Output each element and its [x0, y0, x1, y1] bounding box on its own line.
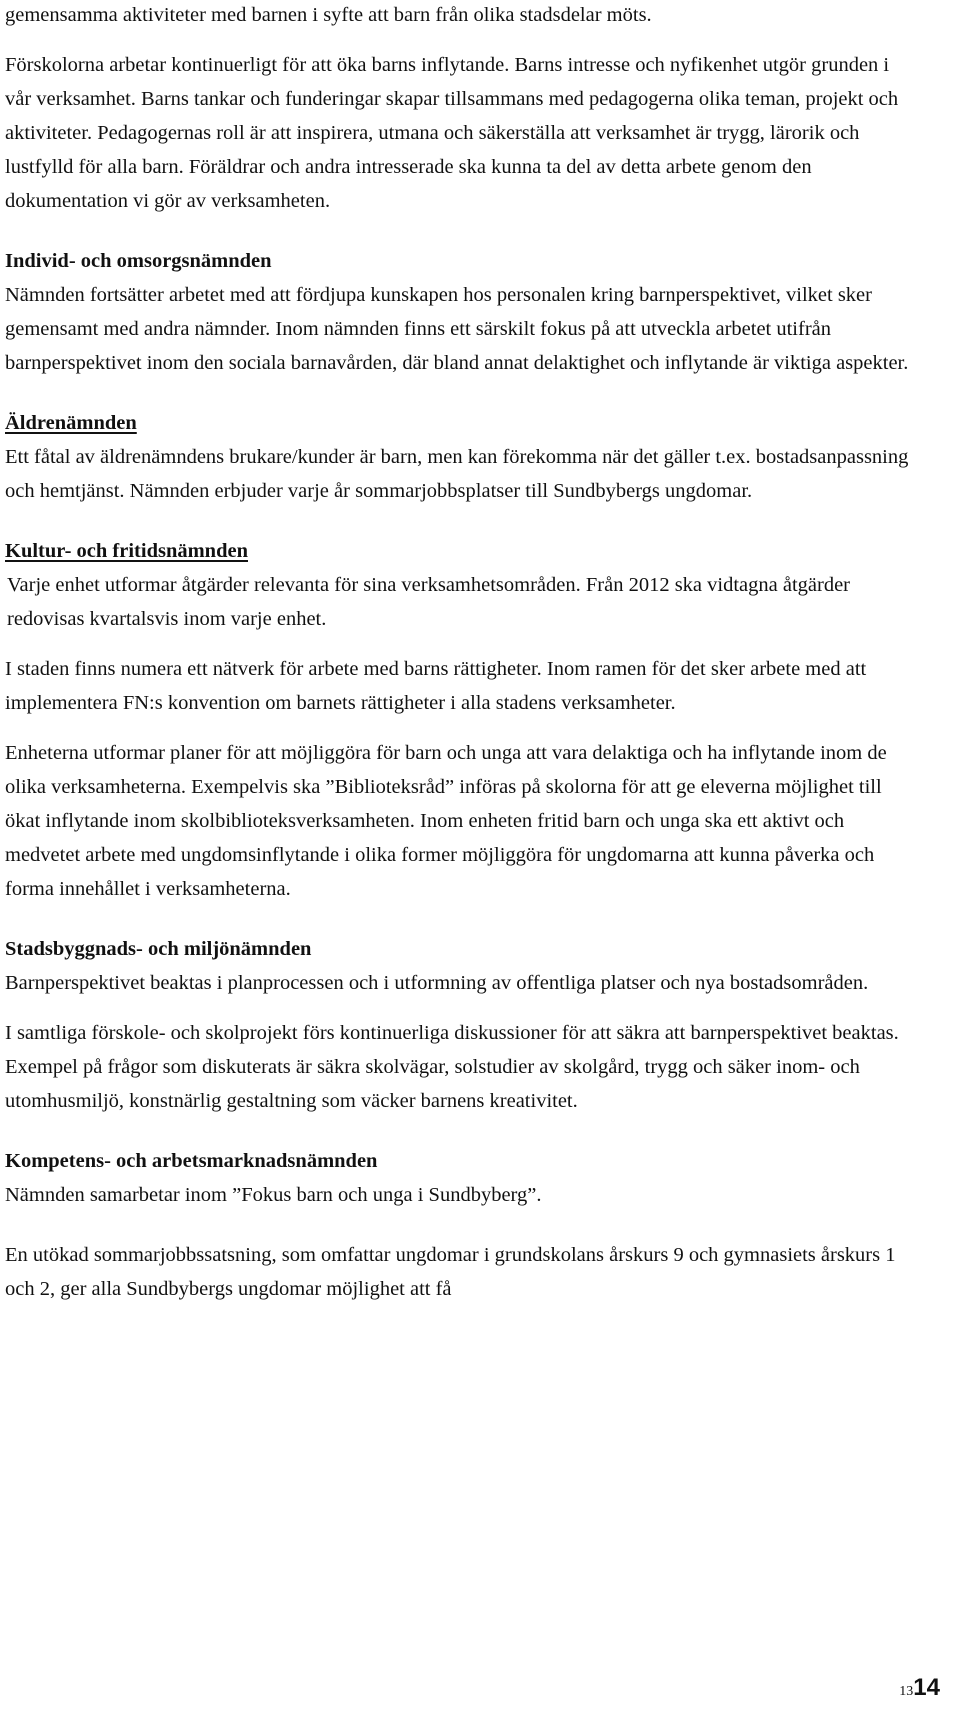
kompetens-body-2: En utökad sommarjobbssatsning, som omfattar ungdomar i grundskolans årskurs 9 och gymnasiets årskurs 1 och 2, ger alla Sundbybergs ungdomar möjlighet att få [5, 1244, 896, 1300]
intro-line: gemensamma aktiviteter med barnen i syfte att barn från olika stadsdelar möts. [5, 4, 652, 26]
page-number-small: 13 [899, 1684, 914, 1699]
stadsbyggnad-body-2: I samtliga förskole- och skolprojekt förs kontinuerliga diskussioner för att säkra att barnperspektivet beaktas. Exempel på frågor som diskuterats är säkra skolvägar, solstudier av skolgård, trygg och säker inom- och utomhusmiljö, konstnärlig gestaltning som väcker barnens kreativitet. [5, 1022, 899, 1112]
page-number-big: 14 [913, 1674, 940, 1701]
aldre-body: Ett fåtal av äldrenämndens brukare/kunder är barn, men kan förekomma när det gäller t.ex. bostadsanpassning och hemtjänst. Nämnden erbjuder varje år sommarjobbsplatser till Sundbybergs ungdomar. [5, 446, 909, 502]
kompetens-heading: Kompetens- och arbetsmarknadsnämnden [5, 1150, 378, 1172]
individ-heading: Individ- och omsorgsnämnden [5, 250, 272, 272]
page-number [899, 1676, 940, 1700]
kultur-body-1: Varje enhet utformar åtgärder relevanta för sina verksamhetsområden. Från 2012 ska vidtagna åtgärder redovisas kvartalsvis inom varje enhet. [7, 574, 851, 630]
individ-body: Nämnden fortsätter arbetet med att fördjupa kunskapen hos personalen kring barnperspektivet, vilket sker gemensamt med andra nämnder. Inom nämnden finns ett särskilt fokus på att utveckla arbetet utifrån barnperspektivet inom den sociala barnavården, där bland annat delaktighet och inflytande är viktiga aspekter. [5, 284, 909, 374]
kompetens-body-1: Nämnden samarbetar inom ”Fokus barn och unga i Sundbyberg”. [5, 1184, 542, 1206]
kultur-body-3: Enheterna utformar planer för att möjliggöra för barn och unga att vara delaktiga och ha inflytande inom de olika verksamheterna. Exempelvis ska ”Biblioteksråd” införas på skolorna för att ge eleverna möjlighet till ökat inflytande inom skolbiblioteksverksamheten. Inom enheten fritid barn och unga ska ett aktivt och medvetet arbete med ungdomsinflytande i olika former möjliggöra för ungdomarna att kunna påverka och forma innehållet i verksamheterna. [5, 742, 887, 900]
kultur-body-2: I staden finns numera ett nätverk för arbete med barns rättigheter. Inom ramen för det sker arbete med att implementera FN:s konvention om barnets rättigheter i alla stadens verksamheter. [5, 658, 867, 714]
aldre-heading: Äldrenämnden [5, 412, 137, 434]
forskola-paragraph: Förskolorna arbetar kontinuerligt för att öka barns inflytande. Barns intresse och nyfikenhet utgör grunden i vår verksamhet. Barns tankar och funderingar skapar tillsammans med pedagogerna olika teman, projekt och aktiviteter. Pedagogernas roll är att inspirera, utmana och säkerställa att verksamhet är trygg, lärorik och lustfylld för alla barn. Föräldrar och andra intresserade ska kunna ta del av detta arbete genom den dokumentation vi gör av verksamheten. [5, 54, 899, 212]
stadsbyggnad-body-1: Barnperspektivet beaktas i planprocessen och i utformning av offentliga platser och nya bostadsområden. [5, 972, 869, 994]
kultur-heading: Kultur- och fritidsnämnden [5, 540, 248, 562]
document-page [5, 0, 920, 1306]
stadsbyggnad-heading: Stadsbyggnads- och miljönämnden [5, 938, 312, 960]
